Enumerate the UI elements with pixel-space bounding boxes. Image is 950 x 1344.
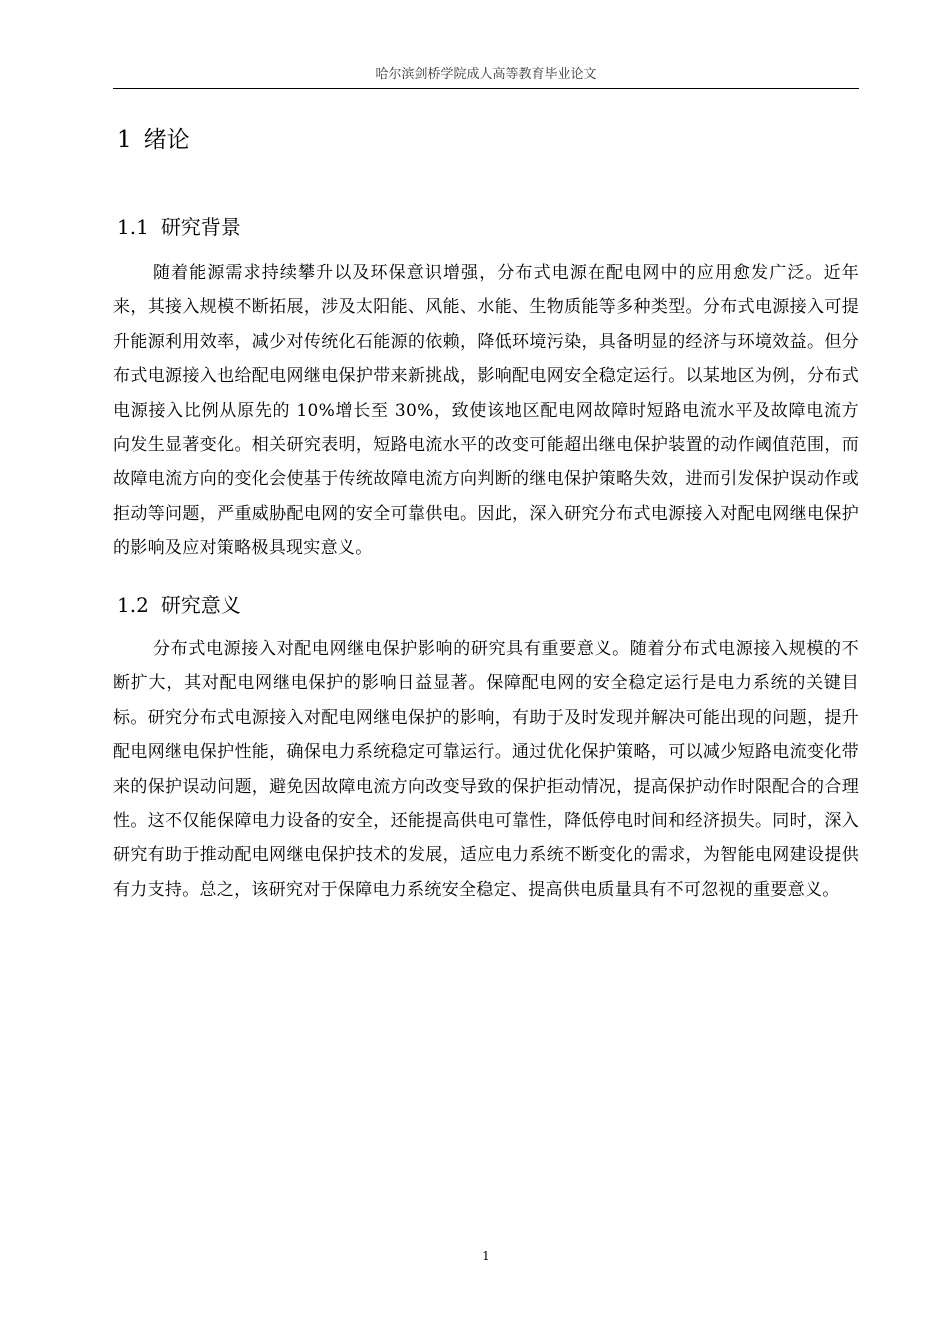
- section-number: 1.1: [117, 215, 149, 239]
- section-title-significance: [117, 591, 241, 619]
- section-title-text: 研究意义: [160, 593, 241, 617]
- page-header: 哈尔滨剑桥学院成人高等教育毕业论文: [375, 67, 597, 82]
- section-paragraph-background: 随着能源需求持续攀升以及环保意识增强，分布式电源在配电网中的应用愈发广泛。近年来，其接入规模不断拓展，涉及太阳能、风能、水能、生物质能等多种类型。分布式电源接入可提升能源利用效率，减少对传统化石能源的依赖，降低环境污染，具备明显的经济与环境效益。但分布式电源接入也给配电网继电保护带来新挑战，影响配电网安全稳定运行。以某地区为例，分布式电源接入比例从原先的 10%增长至 30%，致使该地区配电网故障时短路电流水平及故障电流方向发生显著变化。相关研究表明，短路电流水平的改变可能超出继电保护装置的动作阈值范围，而故障电流方向的变化会使基于传统故障电流方向判断的继电保护策略失效，进而引发保护误动作或拒动等问题，严重威胁配电网的安全可靠供电。因此，深入研究分布式电源接入对配电网继电保护的影响及应对策略极具现实意义。: [113, 263, 859, 559]
- section-title-background: [117, 213, 241, 241]
- section-title-text: 研究背景: [160, 215, 241, 239]
- page-number: 1: [482, 1249, 490, 1263]
- chapter-title: [117, 124, 190, 156]
- chapter-title-text: 绪论: [143, 127, 190, 153]
- header-divider: [113, 88, 859, 89]
- chapter-number: 1: [117, 127, 132, 153]
- section-paragraph-significance: 分布式电源接入对配电网继电保护影响的研究具有重要意义。随着分布式电源接入规模的不断扩大，其对配电网继电保护的影响日益显著。保障配电网的安全稳定运行是电力系统的关键目标。研究分布式电源接入对配电网继电保护的影响，有助于及时发现并解决可能出现的问题，提升配电网继电保护性能，确保电力系统稳定可靠运行。通过优化保护策略，可以减少短路电流变化带来的保护误动问题，避免因故障电流方向改变导致的保护拒动情况，提高保护动作时限配合的合理性。这不仅能保障电力设备的安全，还能提高供电可靠性，降低停电时间和经济损失。同时，深入研究有助于推动配电网继电保护技术的发展，适应电力系统不断变化的需求，为智能电网建设提供有力支持。总之，该研究对于保障电力系统安全稳定、提高供电质量具有不可忽视的重要意义。: [113, 639, 859, 900]
- section-number: 1.2: [117, 593, 149, 617]
